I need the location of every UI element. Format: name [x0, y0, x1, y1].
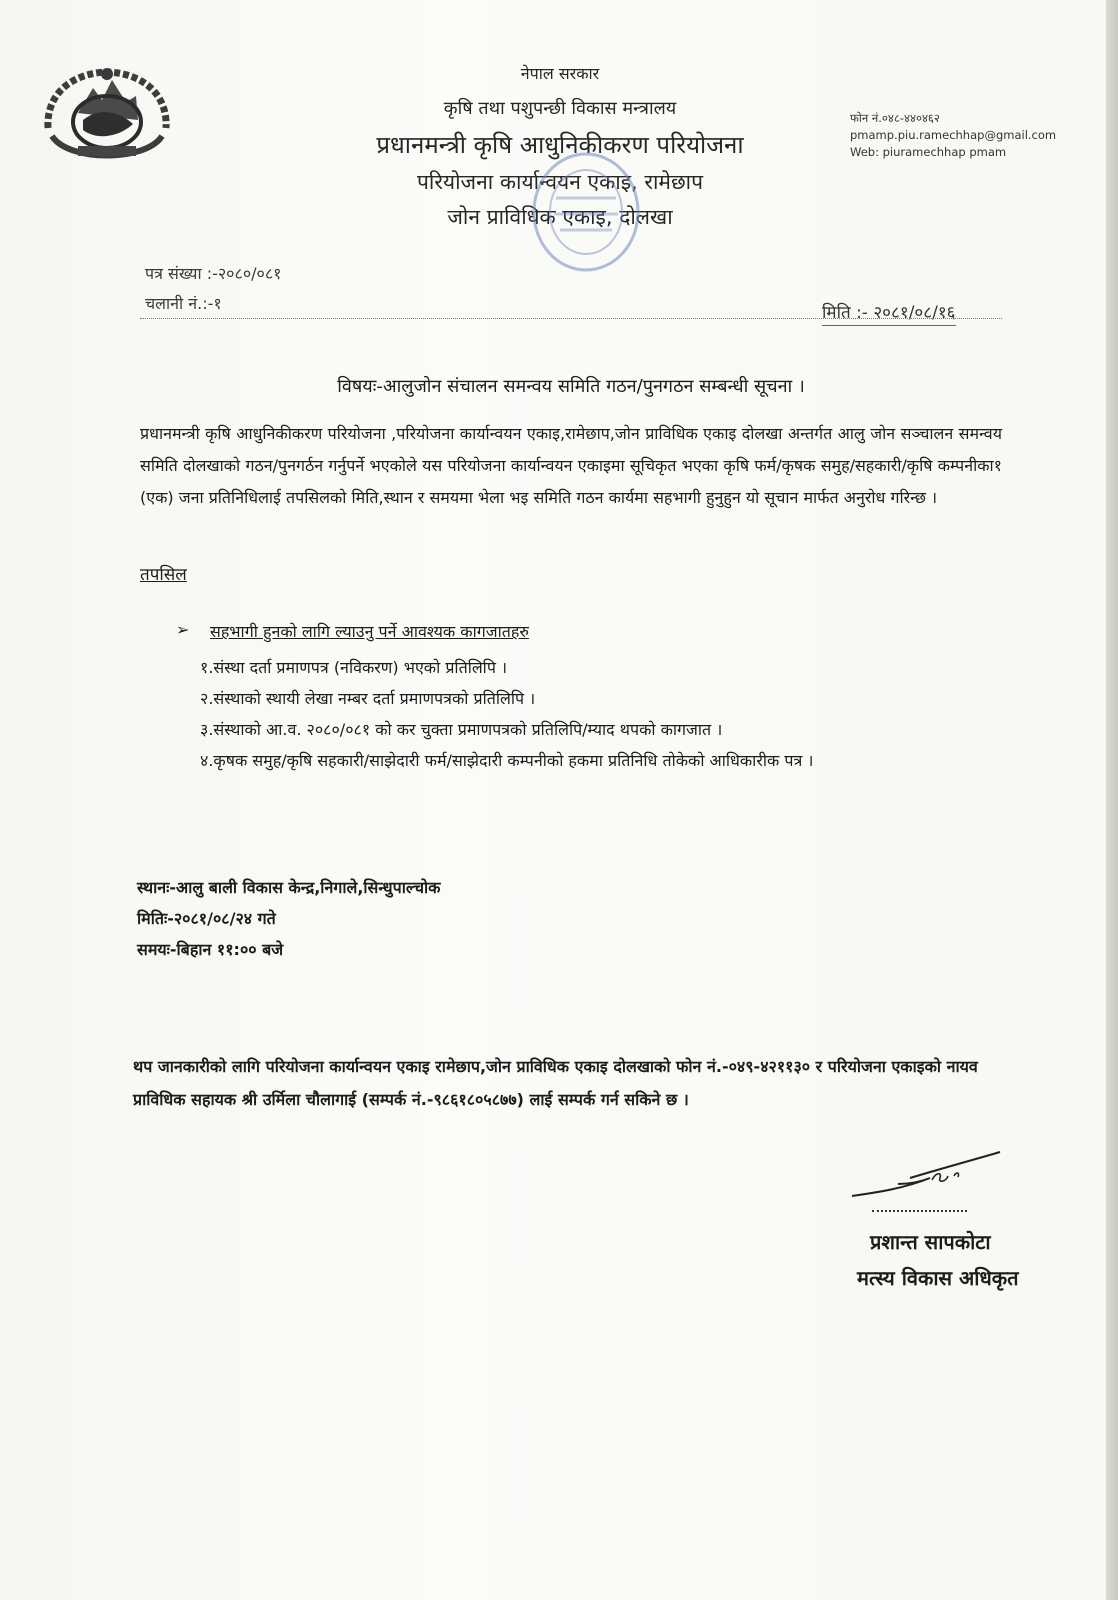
venue-block [137, 872, 440, 965]
venue-place: स्थानः-आलु बाली विकास केन्द्र,निगाले,सिन्धुपाल्चोक [137, 878, 441, 897]
dispatch-number: चलानी नं.:-१ [145, 294, 222, 313]
signature-icon [850, 1148, 1010, 1208]
header-project: प्रधानमन्त्री कृषि आधुनिकीकरण परियोजना [376, 131, 744, 159]
venue-date: मितिः-२०८१/०८/२४ गते [137, 909, 276, 928]
body-paragraph: प्रधानमन्त्री कृषि आधुनिकीकरण परियोजना ,परियोजना कार्यान्वयन एकाइ,रामेछाप,जोन प्राविधिक एकाइ दोलखा अन्तर्गत आलु जोन सञ्चालन समन्वय समिति दोलखाको गठन/पुनगर्ठन गर्नुपर्ने भएकोले यस परियोजना कार्यान्वयन एकाइमा सूचिकृत भएका कृषि फर्म/कृषक समुह/सहकारी/कृषि कम्पनीका१ (एक) जना प्रतिनिधिलाई तपसिलको मिति,स्थान र समयमा भेला भइ समिति गठन कार्यमा सहभागी हुनुहुन यो सूचान मार्फत अनुरोध गरिन्छ । [140, 424, 1002, 507]
requirement-item: २.संस्थाको स्थायी लेखा नम्बर दर्ता प्रमाणपत्रको प्रतिलिपि । [200, 689, 536, 708]
header-ministry: कृषि तथा पशुपन्छी विकास मन्त्रालय [443, 98, 677, 119]
page-edge-shadow [1106, 0, 1118, 1600]
requirement-item: ४.कृषक समुह/कृषि सहकारी/साझेदारी फर्म/साझेदारी कम्पनीको हकमा प्रतिनिधि तोकेको आधिकारीक पत्र । [200, 751, 814, 770]
schedule-heading: तपसिल [140, 565, 187, 585]
contact-phone: फोन नं.०४८-४४०४६२ [850, 111, 940, 125]
signatory-name: प्रशान्त सापकोटा [870, 1230, 991, 1254]
venue-time: समयः-बिहान ११:०० बजे [137, 940, 284, 959]
signatory-post: मत्स्य विकास अधिकृत [857, 1266, 1019, 1290]
contact-paragraph: थप जानकारीको लागि परियोजना कार्यान्वयन एकाइ रामेछाप,जोन प्राविधिक एकाइ दोलखाको फोन नं.-०४९-४२११३० र परियोजना एकाइको नायव प्राविधिक सहायक श्री उर्मिला चौलागाई (सम्पर्क नं.-९८६१८०५८७७) लाई सम्पर्क गर्न सकिने छ । [133, 1057, 978, 1109]
requirement-item: १.संस्था दर्ता प्रमाणपत्र (नविकरण) भएको प्रतिलिपि । [200, 658, 508, 677]
letter-number: पत्र संख्या :-२०८०/०८१ [145, 264, 282, 283]
contact-web: Web: piuramechhap pmam [850, 145, 1007, 159]
header-government: नेपाल सरकार [520, 64, 600, 83]
header-unit: परियोजना कार्यान्वयन एकाइ, रामेछाप [416, 170, 704, 194]
government-emblem-icon [38, 58, 176, 176]
reference-divider [140, 318, 1002, 319]
letter-date: मिति :- २०८१/०८/१६ [822, 300, 956, 326]
requirements-list [200, 652, 980, 776]
requirements-title: सहभागी हुनको लागि ल्याउनु पर्ने आवश्यक कागजातहरु [210, 622, 529, 641]
contact-block [850, 110, 1056, 161]
arrow-bullet-icon: ➢ [176, 620, 190, 639]
header-zone: जोन प्राविधिक एकाइ, दोलखा [447, 205, 673, 229]
signature-dotted-line [872, 1210, 967, 1212]
subject-line: विषयः-आलुजोन संचालन समन्वय समिति गठन/पुनगठन सम्बन्धी सूचना । [337, 376, 805, 397]
requirement-item: ३.संस्थाको आ.व. २०८०/०८१ को कर चुक्ता प्रमाणपत्रको प्रतिलिपि/म्याद थपको कागजात । [200, 720, 723, 739]
office-stamp-icon [526, 148, 646, 276]
contact-email: pmamp.piu.ramechhap@gmail.com [850, 128, 1057, 142]
